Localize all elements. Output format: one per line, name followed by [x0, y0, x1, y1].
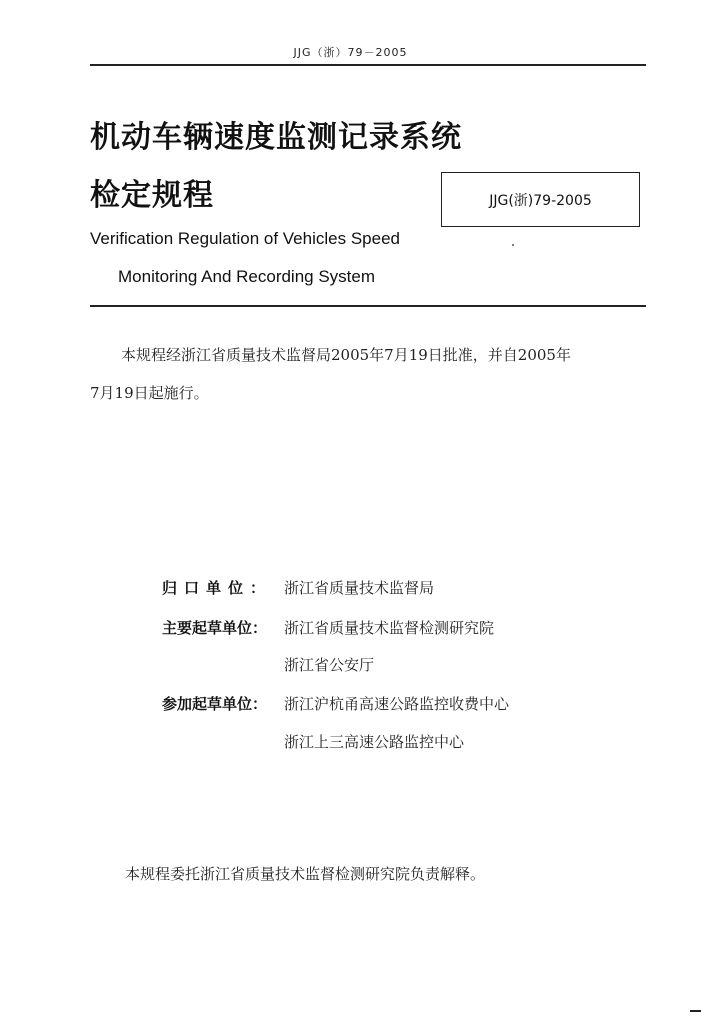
interpretation-note: 本规程委托浙江省质量技术监督检测研究院负责解释。: [125, 865, 486, 883]
title-chinese-line-2: 检定规程: [90, 178, 214, 213]
title-english-line-2: Monitoring And Recording System: [118, 267, 376, 286]
main-drafter-value-1: 浙江省质量技术监督检测研究院: [284, 619, 495, 637]
owner-label: 归口单位：: [162, 579, 273, 597]
approval-text-line-1: 本规程经浙江省质量技术监督局2005年7月19日批准，并自2005年: [121, 346, 571, 364]
participant-value-1: 浙江沪杭甬高速公路监控收费中心: [284, 695, 510, 713]
title-rule: [90, 305, 646, 307]
approval-text-line-2: 7月19日起施行。: [90, 384, 209, 402]
speck-mark: [512, 244, 514, 246]
title-chinese-line-1: 机动车辆速度监测记录系统: [90, 120, 462, 155]
title-english-line-1: Verification Regulation of Vehicles Speed: [90, 229, 400, 248]
owner-value: 浙江省质量技术监督局: [284, 579, 435, 597]
standard-code-box: [441, 172, 640, 227]
participant-label: 参加起草单位：: [162, 695, 268, 713]
standard-code-label: JJG(浙)79-2005: [489, 192, 592, 209]
main-drafter-label: 主要起草单位：: [162, 619, 268, 637]
main-drafter-value-2: 浙江省公安厅: [284, 656, 375, 674]
running-header-code: JJG（浙）79－2005: [293, 46, 408, 59]
participant-value-2: 浙江上三高速公路监控中心: [284, 733, 465, 751]
edge-mark: [690, 1010, 701, 1012]
header-rule: [90, 64, 646, 66]
